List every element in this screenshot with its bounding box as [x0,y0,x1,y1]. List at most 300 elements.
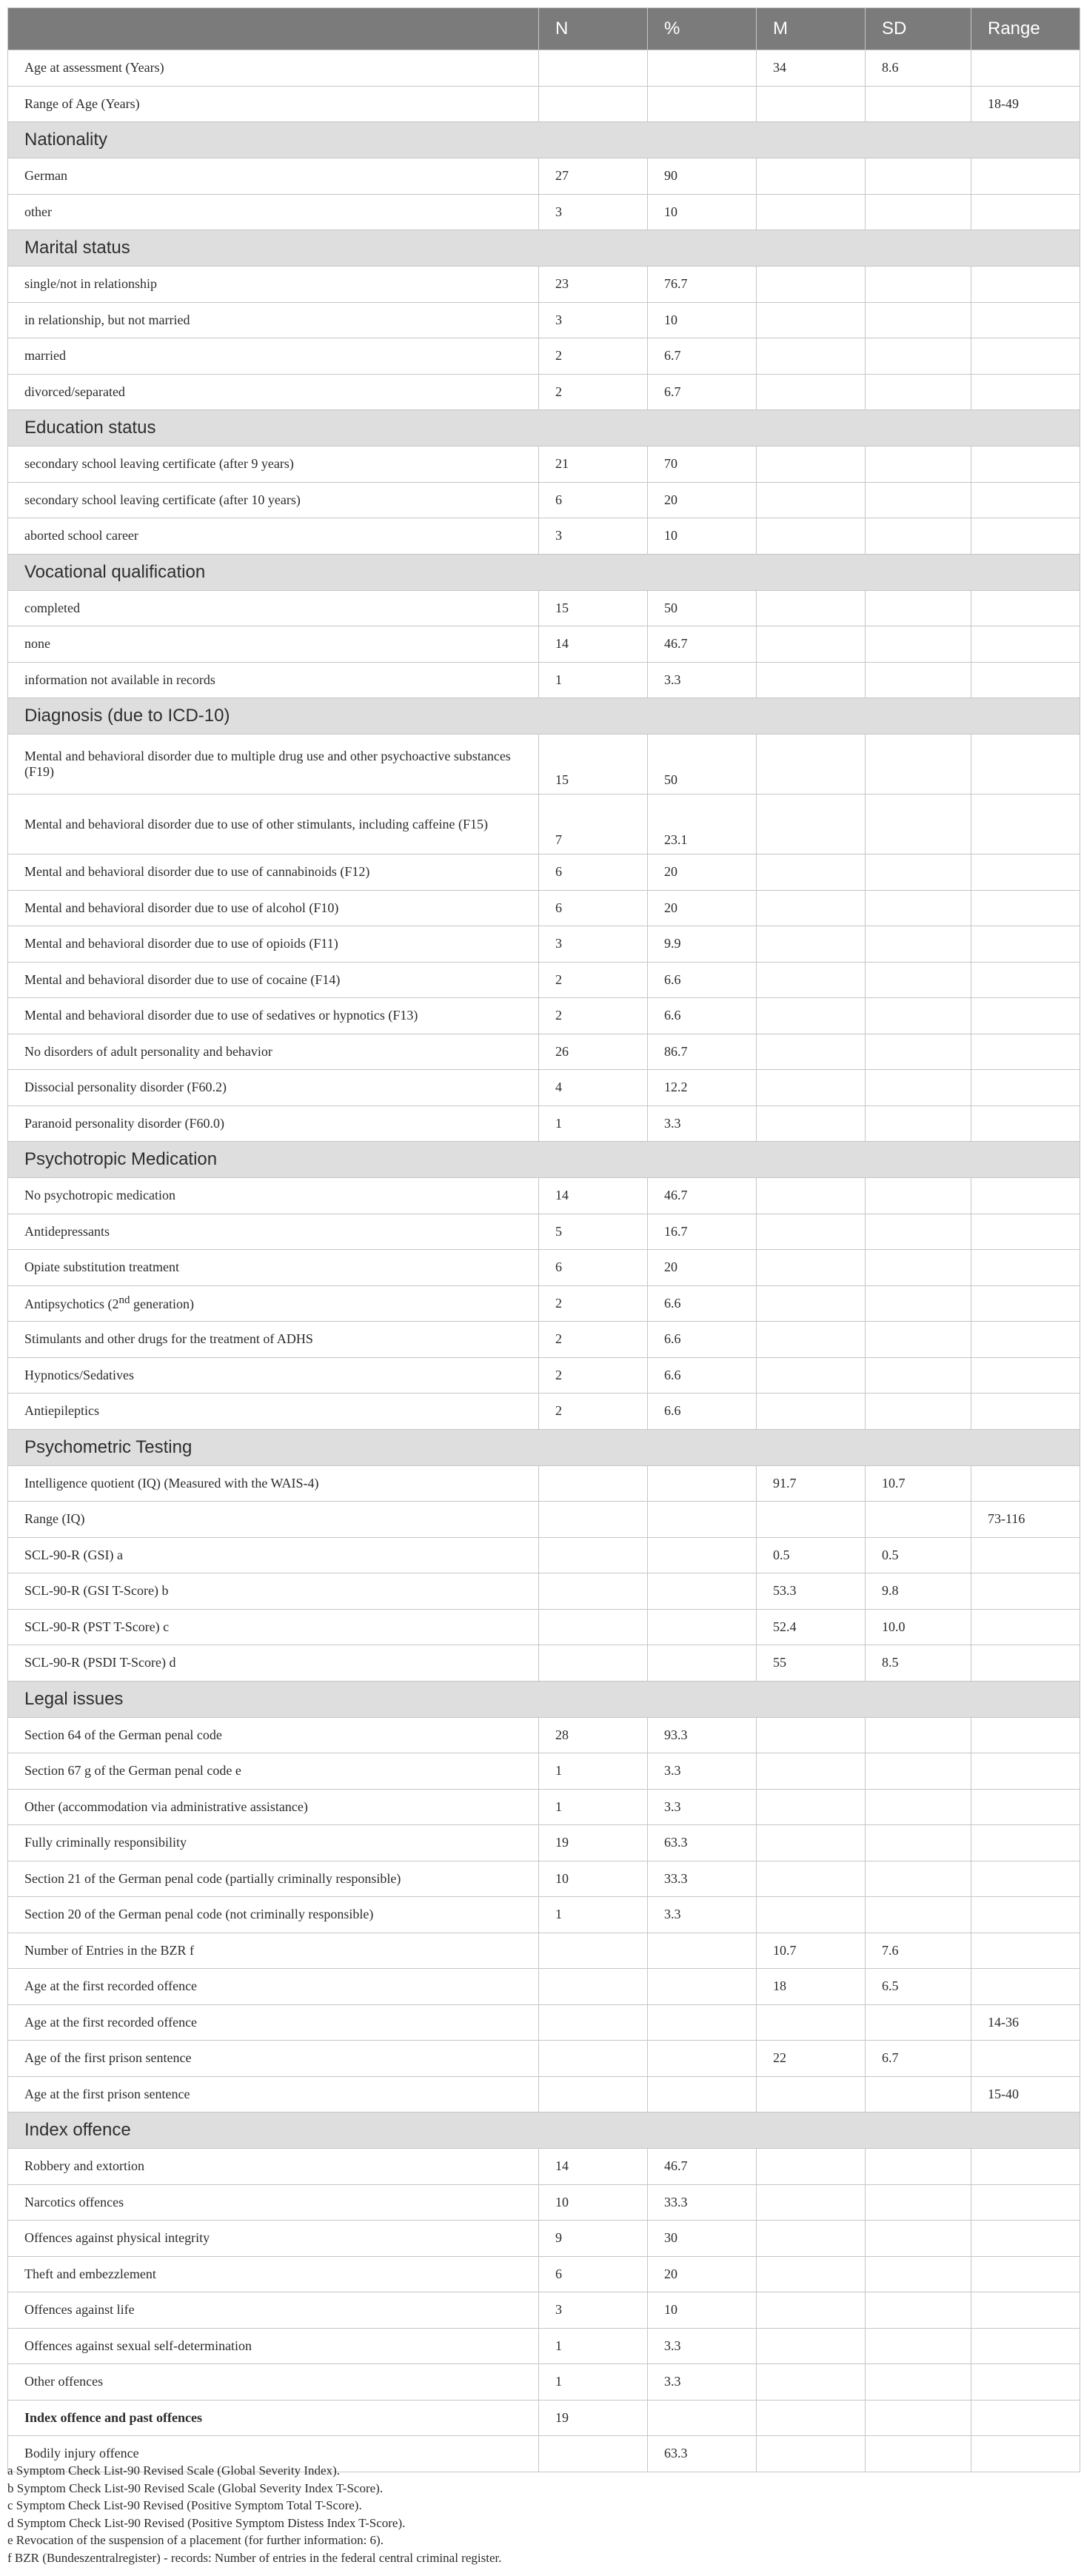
header-cell-range: Range [971,8,1080,50]
cell-sd [866,2149,971,2185]
cell-n: 21 [539,446,648,483]
cell-n [539,50,648,87]
cell-n: 1 [539,1105,648,1142]
cell-n: 3 [539,194,648,230]
cell-percent: 6.7 [648,338,757,375]
cell-sd [866,1897,971,1933]
cell-label: information not available in records [8,662,539,698]
header-row [8,8,1080,50]
cell-percent: 90 [648,158,757,195]
cell-range [971,926,1080,963]
cell-mean [757,1897,866,1933]
table-row [8,2256,1080,2292]
cell-sd [866,1322,971,1358]
cell-n [539,1933,648,1969]
cell-range [971,1861,1080,1897]
table-row [8,962,1080,998]
cell-label: Opiate substitution treatment [8,1250,539,1286]
cell-percent: 33.3 [648,1861,757,1897]
cell-mean [757,338,866,375]
cell-n [539,1969,648,2005]
cell-mean [757,1285,866,1322]
table-row [8,590,1080,626]
cell-n: 4 [539,1070,648,1106]
cell-mean: 18 [757,1969,866,2005]
cell-mean [757,794,866,854]
cell-percent: 3.3 [648,662,757,698]
cell-label: Range of Age (Years) [8,86,539,122]
cell-sd: 6.5 [866,1969,971,2005]
section-header-row [8,1142,1080,1178]
cell-percent [648,1537,757,1573]
cell-percent [648,1645,757,1682]
table-row [8,302,1080,338]
cell-mean [757,2004,866,2041]
cell-percent: 63.3 [648,2436,757,2472]
cell-sd: 8.6 [866,50,971,87]
cell-mean: 22 [757,2041,866,2077]
cell-range [971,1537,1080,1573]
cell-label: completed [8,590,539,626]
cell-n: 10 [539,2184,648,2221]
table-row [8,1105,1080,1142]
cell-range: 14-36 [971,2004,1080,2041]
cell-range [971,1070,1080,1106]
cell-mean: 0.5 [757,1537,866,1573]
cell-n [539,2076,648,2112]
cell-range [971,50,1080,87]
cell-range [971,1465,1080,1502]
cell-range [971,1717,1080,1753]
table-row [8,626,1080,663]
cell-percent: 46.7 [648,626,757,663]
cell-label-text: Antipsychotics (2 [24,1297,119,1312]
cell-label: Number of Entries in the BZR f [8,1933,539,1969]
table-row [8,1357,1080,1394]
table-row [8,1861,1080,1897]
cell-sd: 10.7 [866,1465,971,1502]
cell-label: Dissocial personality disorder (F60.2) [8,1070,539,1106]
cell-mean [757,158,866,195]
cell-n: 1 [539,2328,648,2364]
cell-sd: 6.7 [866,2041,971,2077]
cell-percent [648,1465,757,1502]
table-row [8,86,1080,122]
cell-percent [648,1502,757,1538]
footnote: f BZR (Bundeszentralregister) - records: Number of entries in the federal central criminal register. [7,2550,502,2565]
cell-mean [757,2400,866,2436]
cell-label: none [8,626,539,663]
table-row [8,1322,1080,1358]
cell-range [971,1105,1080,1142]
cell-sd [866,626,971,663]
cell-range [971,302,1080,338]
cell-label: secondary school leaving certificate (after 9 years) [8,446,539,483]
cell-percent: 76.7 [648,267,757,303]
cell-n: 6 [539,854,648,891]
cell-label: Mental and behavioral disorder due to use of other stimulants, including caffeine (F15) [8,794,539,854]
cell-n: 1 [539,662,648,698]
cell-sd [866,662,971,698]
cell-mean [757,890,866,926]
cell-range [971,446,1080,483]
cell-mean: 55 [757,1645,866,1682]
cell-n: 14 [539,2149,648,2185]
cell-label: Paranoid personality disorder (F60.0) [8,1105,539,1142]
cell-label: aborted school career [8,518,539,555]
cell-percent: 46.7 [648,2149,757,2185]
cell-sd [866,338,971,375]
cell-percent: 3.3 [648,2328,757,2364]
cell-range [971,338,1080,375]
cell-percent: 10 [648,194,757,230]
cell-n: 3 [539,926,648,963]
section-header-row [8,698,1080,735]
cell-range [971,1969,1080,2005]
table-row [8,1789,1080,1825]
cell-sd [866,1034,971,1070]
table-row [8,338,1080,375]
cell-range [971,1897,1080,1933]
cell-label: Mental and behavioral disorder due to use of opioids (F11) [8,926,539,963]
table-row [8,482,1080,518]
footnote: c Symptom Check List-90 Revised (Positive Symptom Total T-Score). [7,2498,362,2512]
table-row [8,662,1080,698]
cell-sd [866,374,971,410]
cell-mean [757,1322,866,1358]
table-row [8,1537,1080,1573]
cell-mean [757,1070,866,1106]
cell-mean [757,302,866,338]
cell-n: 26 [539,1034,648,1070]
cell-percent: 3.3 [648,1105,757,1142]
cell-mean [757,2184,866,2221]
cell-sd [866,2328,971,2364]
cell-mean [757,1825,866,1861]
cell-percent: 86.7 [648,1034,757,1070]
cell-range [971,794,1080,854]
cell-n: 6 [539,2256,648,2292]
table-row [8,1250,1080,1286]
cell-label: SCL-90-R (GSI T-Score) b [8,1573,539,1610]
section-title: Legal issues [8,1681,1080,1717]
cell-n: 2 [539,1394,648,1430]
table-row [8,374,1080,410]
cell-sd [866,1394,971,1430]
cell-percent: 50 [648,590,757,626]
cell-n: 28 [539,1717,648,1753]
table-row [8,1897,1080,1933]
cell-sd [866,86,971,122]
cell-label: Hypnotics/Sedatives [8,1357,539,1394]
section-title: Education status [8,410,1080,446]
cell-percent: 9.9 [648,926,757,963]
cell-sd [866,1070,971,1106]
table-row [8,1933,1080,1969]
cell-percent: 6.6 [648,1285,757,1322]
table-row [8,2149,1080,2185]
table-row [8,2292,1080,2329]
cell-label: Intelligence quotient (IQ) (Measured with the WAIS-4) [8,1465,539,1502]
cell-mean [757,1502,866,1538]
cell-label: Section 67 g of the German penal code e [8,1753,539,1790]
cell-mean [757,482,866,518]
cell-mean [757,2221,866,2257]
section-title: Psychotropic Medication [8,1142,1080,1178]
cell-mean: 10.7 [757,1933,866,1969]
cell-range [971,1753,1080,1790]
table-row [8,1502,1080,1538]
table-row [8,1645,1080,1682]
cell-label [8,1285,539,1322]
cell-range [971,1285,1080,1322]
cell-range [971,735,1080,794]
table-row [8,1034,1080,1070]
section-header-row [8,122,1080,158]
cell-label-text: generation) [130,1297,194,1312]
section-title: Marital status [8,230,1080,267]
cell-percent [648,2400,757,2436]
cell-sd [866,2004,971,2041]
cell-n: 2 [539,962,648,998]
cell-label: Offences against physical integrity [8,2221,539,2257]
cell-sd [866,2364,971,2401]
table-row [8,1214,1080,1250]
cell-percent [648,2041,757,2077]
table-row [8,735,1080,794]
cell-range [971,2328,1080,2364]
cell-label: Section 64 of the German penal code [8,1717,539,1753]
cell-label: Stimulants and other drugs for the treatment of ADHS [8,1322,539,1358]
table-row [8,1717,1080,1753]
cell-mean [757,1789,866,1825]
cell-percent: 20 [648,854,757,891]
cell-label: Theft and embezzlement [8,2256,539,2292]
cell-percent: 6.6 [648,1357,757,1394]
cell-sd [866,302,971,338]
cell-mean [757,590,866,626]
cell-percent: 10 [648,2292,757,2329]
cell-range [971,1250,1080,1286]
cell-sd [866,1250,971,1286]
cell-percent [648,86,757,122]
cell-n: 14 [539,626,648,663]
cell-sd [866,482,971,518]
cell-range [971,2184,1080,2221]
cell-sd [866,890,971,926]
table-row [8,1394,1080,1430]
cell-percent: 63.3 [648,1825,757,1861]
cell-range: 18-49 [971,86,1080,122]
cell-sd [866,2256,971,2292]
cell-label: Mental and behavioral disorder due to multiple drug use and other psychoactive substances (F19) [8,735,539,794]
cell-percent: 6.7 [648,374,757,410]
cell-label: Index offence and past offences [8,2400,539,2436]
section-header-row [8,554,1080,590]
table-row [8,926,1080,963]
cell-range [971,1645,1080,1682]
cell-mean [757,1214,866,1250]
cell-label: Narcotics offences [8,2184,539,2221]
cell-range [971,1357,1080,1394]
cell-sd [866,998,971,1034]
cell-label: No psychotropic medication [8,1178,539,1214]
cell-range [971,998,1080,1034]
cell-sd [866,1717,971,1753]
table-row [8,2400,1080,2436]
cell-n: 19 [539,1825,648,1861]
cell-n: 1 [539,1753,648,1790]
cell-sd [866,1789,971,1825]
cell-percent: 50 [648,735,757,794]
table-row [8,267,1080,303]
cell-mean [757,735,866,794]
cell-label: No disorders of adult personality and behavior [8,1034,539,1070]
cell-percent [648,1969,757,2005]
cell-mean: 52.4 [757,1609,866,1645]
cell-label: Section 21 of the German penal code (partially criminally responsible) [8,1861,539,1897]
cell-label: married [8,338,539,375]
section-header-row [8,1681,1080,1717]
cell-range: 73-116 [971,1502,1080,1538]
cell-range [971,374,1080,410]
cell-n: 7 [539,794,648,854]
cell-n: 19 [539,2400,648,2436]
cell-sd [866,1861,971,1897]
cell-range [971,1178,1080,1214]
cell-sd [866,2076,971,2112]
header-cell-percent: % [648,8,757,50]
cell-mean: 34 [757,50,866,87]
cell-n: 14 [539,1178,648,1214]
table-row [8,1609,1080,1645]
cell-label: Age of the first prison sentence [8,2041,539,2077]
cell-range [971,1214,1080,1250]
cell-range [971,267,1080,303]
cell-percent: 93.3 [648,1717,757,1753]
cell-n: 6 [539,1250,648,1286]
cell-range [971,1825,1080,1861]
cell-n: 1 [539,2364,648,2401]
cell-sd [866,1502,971,1538]
section-header-row [8,1429,1080,1465]
cell-mean [757,1394,866,1430]
table-row [8,446,1080,483]
cell-range [971,1933,1080,1969]
cell-sd [866,518,971,555]
cell-range [971,1609,1080,1645]
cell-percent: 20 [648,482,757,518]
cell-percent: 10 [648,518,757,555]
cell-percent [648,1573,757,1610]
cell-sd: 10.0 [866,1609,971,1645]
cell-percent: 6.6 [648,1322,757,1358]
table-row [8,1070,1080,1106]
cell-sd [866,1285,971,1322]
cell-mean [757,2076,866,2112]
cell-percent: 23.1 [648,794,757,854]
cell-mean [757,446,866,483]
table-row [8,2328,1080,2364]
cell-n [539,1645,648,1682]
cell-n [539,1537,648,1573]
cell-sd: 8.5 [866,1645,971,1682]
cell-range: 15-40 [971,2076,1080,2112]
cell-mean [757,1105,866,1142]
footnote: b Symptom Check List-90 Revised Scale (Global Severity Index T-Score). [7,2480,384,2495]
footnote: a Symptom Check List-90 Revised Scale (Global Severity Index). [7,2463,340,2478]
cell-range [971,2256,1080,2292]
cell-label: Range (IQ) [8,1502,539,1538]
cell-mean [757,194,866,230]
cell-label: Other (accommodation via administrative assistance) [8,1789,539,1825]
cell-sd [866,1214,971,1250]
table-row [8,518,1080,555]
cell-range [971,2149,1080,2185]
footnotes [7,2462,1080,2566]
cell-label: Antiepileptics [8,1394,539,1430]
table-row [8,2004,1080,2041]
cell-range [971,518,1080,555]
cell-n [539,1573,648,1610]
cell-sd [866,158,971,195]
cell-sd [866,735,971,794]
cell-percent: 3.3 [648,1753,757,1790]
cell-range [971,962,1080,998]
cell-mean [757,267,866,303]
cell-percent: 12.2 [648,1070,757,1106]
cell-sd: 0.5 [866,1537,971,1573]
cell-mean [757,926,866,963]
cell-sd [866,2400,971,2436]
cell-mean [757,1034,866,1070]
table-row [8,1285,1080,1322]
cell-n [539,1609,648,1645]
cell-n: 2 [539,1285,648,1322]
cell-label: Offences against sexual self-determination [8,2328,539,2364]
header-cell-mean: M [757,8,866,50]
section-title: Psychometric Testing [8,1429,1080,1465]
cell-label: Bodily injury offence [8,2436,539,2472]
cell-label: in relationship, but not married [8,302,539,338]
cell-percent: 6.6 [648,1394,757,1430]
cell-mean [757,518,866,555]
section-header-row [8,230,1080,267]
cell-sd [866,194,971,230]
table-row [8,890,1080,926]
cell-percent: 33.3 [648,2184,757,2221]
cell-mean [757,1178,866,1214]
cell-n: 9 [539,2221,648,2257]
cell-percent [648,50,757,87]
cell-sd [866,267,971,303]
cell-label: SCL-90-R (PST T-Score) c [8,1609,539,1645]
table-row [8,2076,1080,2112]
cell-range [971,2041,1080,2077]
cell-n: 2 [539,998,648,1034]
cell-n [539,2041,648,2077]
table-row [8,194,1080,230]
cell-label: Mental and behavioral disorder due to use of cannabinoids (F12) [8,854,539,891]
header-cell-n: N [539,8,648,50]
cell-label: Age at the first prison sentence [8,2076,539,2112]
cell-sd [866,446,971,483]
cell-percent: 30 [648,2221,757,2257]
cell-label: German [8,158,539,195]
table-row [8,1753,1080,1790]
cell-n: 15 [539,735,648,794]
cell-n: 3 [539,518,648,555]
